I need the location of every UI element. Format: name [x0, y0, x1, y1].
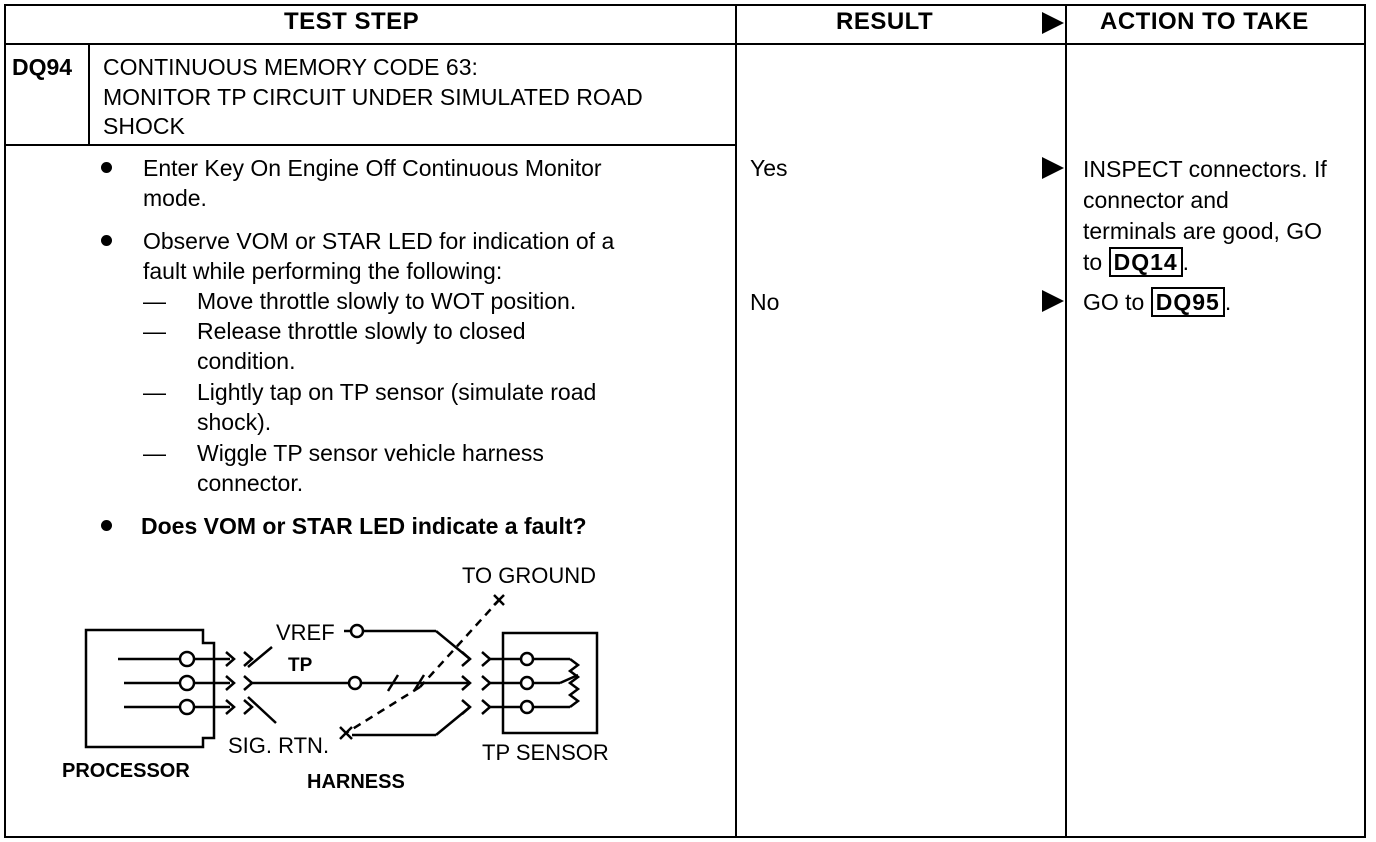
step-id: DQ94	[12, 54, 73, 80]
dash-marker: —	[143, 379, 166, 405]
dash-marker: —	[143, 318, 166, 344]
processor-outline	[86, 630, 214, 747]
fault-question: Does VOM or STAR LED indicate a fault?	[141, 513, 587, 539]
dash-marker: —	[143, 440, 166, 466]
result-yes-arrow-icon	[1042, 157, 1064, 179]
bullet-icon	[101, 235, 112, 246]
step-title-divider	[4, 144, 737, 146]
label-harness: HARNESS	[307, 771, 405, 793]
header-result: RESULT	[836, 8, 934, 35]
instruction-1-line-1: Enter Key On Engine Off Continuous Monitor	[143, 155, 602, 181]
instruction-2-line-1: Observe VOM or STAR LED for indication of a	[143, 228, 615, 254]
substep-4-line-1: Wiggle TP sensor vehicle harness	[197, 440, 544, 466]
header-test-step: TEST STEP	[284, 8, 420, 35]
step-id-divider	[88, 44, 90, 145]
substep-1: Move throttle slowly to WOT position.	[197, 288, 577, 314]
action-yes-line-2: connector and	[1083, 187, 1229, 213]
action-yes-line-3: terminals are good, GO	[1083, 218, 1323, 244]
result-no-arrow-icon	[1042, 290, 1064, 312]
instruction-2-line-2: fault while performing the following:	[143, 258, 503, 284]
column-divider-action	[1065, 4, 1067, 838]
result-no: No	[750, 289, 780, 315]
label-tp: TP	[288, 655, 313, 676]
substep-3-line-1: Lightly tap on TP sensor (simulate road	[197, 379, 597, 405]
action-no	[1083, 287, 1231, 317]
bullet-icon	[101, 162, 112, 173]
header-action-to-take: ACTION TO TAKE	[1100, 8, 1309, 35]
substep-2-line-1: Release throttle slowly to closed	[197, 318, 526, 344]
action-yes-prefix: to	[1083, 249, 1109, 275]
action-no-suffix: .	[1224, 289, 1232, 315]
header-divider	[4, 43, 1366, 45]
substep-2-line-2: condition.	[197, 348, 296, 374]
tp-circuit-diagram	[0, 555, 735, 815]
action-yes-suffix: .	[1182, 249, 1190, 275]
dash-marker: —	[143, 288, 166, 314]
substep-3-line-2: shock).	[197, 409, 272, 435]
step-title-line-1: CONTINUOUS MEMORY CODE 63:	[103, 54, 478, 80]
label-processor: PROCESSOR	[62, 760, 190, 782]
ref-dq95-link[interactable]: DQ95	[1151, 287, 1225, 317]
step-title-line-2: MONITOR TP CIRCUIT UNDER SIMULATED ROAD	[103, 84, 643, 110]
action-yes-line-4	[1083, 247, 1189, 277]
label-sig-rtn: SIG. RTN.	[228, 733, 330, 758]
action-no-prefix: GO to	[1083, 289, 1151, 315]
instruction-1-line-2: mode.	[143, 185, 207, 211]
step-title-line-3: SHOCK	[103, 113, 185, 139]
ref-dq14-link[interactable]: DQ14	[1109, 247, 1183, 277]
header-arrow-icon	[1042, 12, 1064, 34]
label-tp-sensor: TP SENSOR	[482, 740, 609, 765]
bullet-icon	[101, 520, 112, 531]
action-yes-line-1: INSPECT connectors. If	[1083, 156, 1327, 182]
label-vref: VREF	[276, 620, 335, 645]
result-yes: Yes	[750, 155, 788, 181]
label-to-ground: TO GROUND	[462, 563, 597, 588]
substep-4-line-2: connector.	[197, 470, 304, 496]
column-divider-result	[735, 4, 737, 838]
